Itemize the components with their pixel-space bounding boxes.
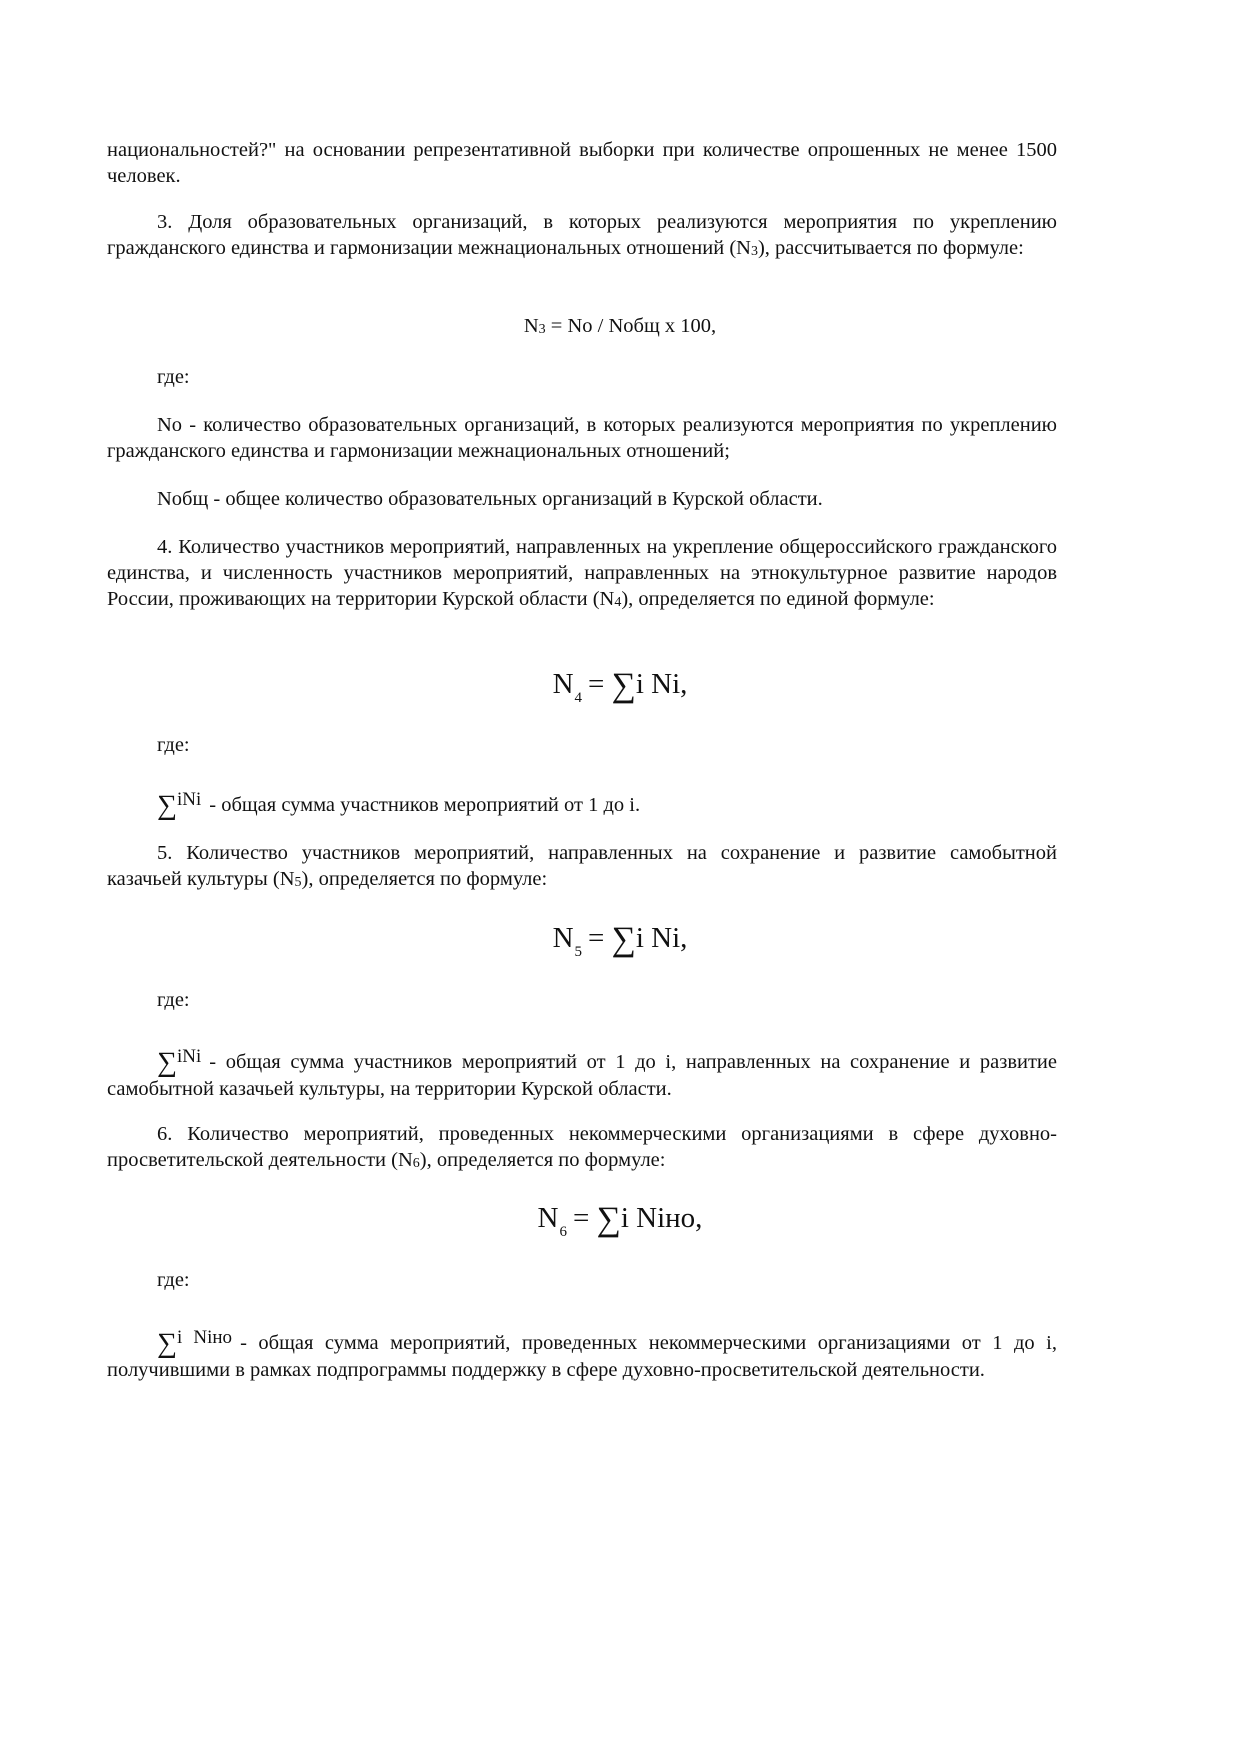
sigma-symbol: ∑ <box>157 1047 177 1078</box>
paragraph-survey-end: национальностей?" на основании репрезентативной выборки при количестве опрошенных не менее 1500 человек. <box>107 139 1057 187</box>
sigma-symbol: ∑ <box>157 790 177 821</box>
sigma-symbol: ∑ <box>157 1328 177 1359</box>
text: - общая сумма участников мероприятий от 1 до i, направленных на сохранение и развитие самобытной казачьей культуры, на территории Курской области. <box>107 1051 1057 1100</box>
formula-rest: i Niно, <box>620 1202 703 1234</box>
where-label: где: <box>157 366 190 388</box>
subscript: 5 <box>574 944 583 960</box>
formula-rest: i Ni, <box>635 668 688 700</box>
formula-n4 <box>0 664 1240 718</box>
text: 6. Количество мероприятий, проведенных некоммерческими организациями в сфере духовно-просветительской деятельности (N <box>107 1123 1057 1171</box>
text: 4. Количество участников мероприятий, направленных на укрепление общероссийского гражданского единства, и численность участников мероприятий, направленных на этнокультурное развитие народов России, проживающих на территории Курской области (N <box>107 536 1057 610</box>
paragraph-3 <box>107 209 1057 265</box>
subscript: 5 <box>294 875 302 890</box>
text: - общая сумма участников мероприятий от 1 до i. <box>209 794 641 816</box>
text: ), определяется по единой формуле: <box>621 588 935 610</box>
subscript: 3 <box>538 322 546 337</box>
equals: = <box>573 1202 597 1234</box>
formula-rest: i Ni, <box>635 922 688 954</box>
definition-nobsh: Nобщ - общее количество образовательных организаций в Курской области. <box>157 488 823 510</box>
paragraph-6 <box>107 1121 1057 1177</box>
sigma-symbol: ∑ <box>611 667 636 704</box>
paragraph-5 <box>107 840 1057 896</box>
equals: = <box>588 668 612 700</box>
text: ), рассчитывается по формуле: <box>757 237 1024 259</box>
formula-var: N <box>537 1202 559 1234</box>
text: 3. Доля образовательных организаций, в которых реализуются мероприятия по укреплению гражданского единства и гармонизации межнациональных отношений (N <box>107 211 1057 259</box>
formula-var: N <box>552 922 574 954</box>
where-label: где: <box>157 989 190 1011</box>
formula-n5 <box>0 918 1240 972</box>
formula-var: N <box>552 668 574 700</box>
subscript: 6 <box>412 1156 420 1171</box>
sum-term: iNi <box>176 789 202 810</box>
where-label: где: <box>157 734 190 756</box>
sigma-symbol: ∑ <box>611 921 636 958</box>
definition-sum-6 <box>107 1325 1057 1383</box>
sigma-symbol: ∑ <box>596 1201 621 1238</box>
subscript: 3 <box>750 244 758 259</box>
formula-rest: = No / Nобщ x 100, <box>545 315 717 337</box>
text: ), определяется по формуле: <box>301 868 548 890</box>
formula-n6 <box>0 1198 1240 1252</box>
sum-term: iNi <box>176 1046 202 1067</box>
definition-sum-4 <box>107 787 1057 819</box>
where-label: где: <box>157 1269 190 1291</box>
text: 5. Количество участников мероприятий, направленных на сохранение и развитие самобытной казачьей культуры (N <box>107 842 1057 890</box>
definition-no: No - количество образовательных организаций, в которых реализуются мероприятия по укреплению гражданского единства и гармонизации межнациональных отношений; <box>107 414 1057 462</box>
definition-sum-5 <box>107 1044 1057 1102</box>
formula-n3 <box>0 313 1240 343</box>
subscript: 4 <box>614 595 622 610</box>
equals: = <box>588 922 612 954</box>
text: ), определяется по формуле: <box>419 1149 666 1171</box>
sum-term: i Niно <box>176 1327 233 1348</box>
formula-var: N <box>523 315 539 337</box>
subscript: 6 <box>559 1224 567 1240</box>
paragraph-4 <box>107 534 1057 616</box>
text: - общая сумма мероприятий, проведенных некоммерческими организациями от 1 до i, получившими в рамках подпрограммы поддержку в сфере духовно-просветительской деятельности. <box>107 1332 1057 1381</box>
subscript: 4 <box>574 690 583 706</box>
